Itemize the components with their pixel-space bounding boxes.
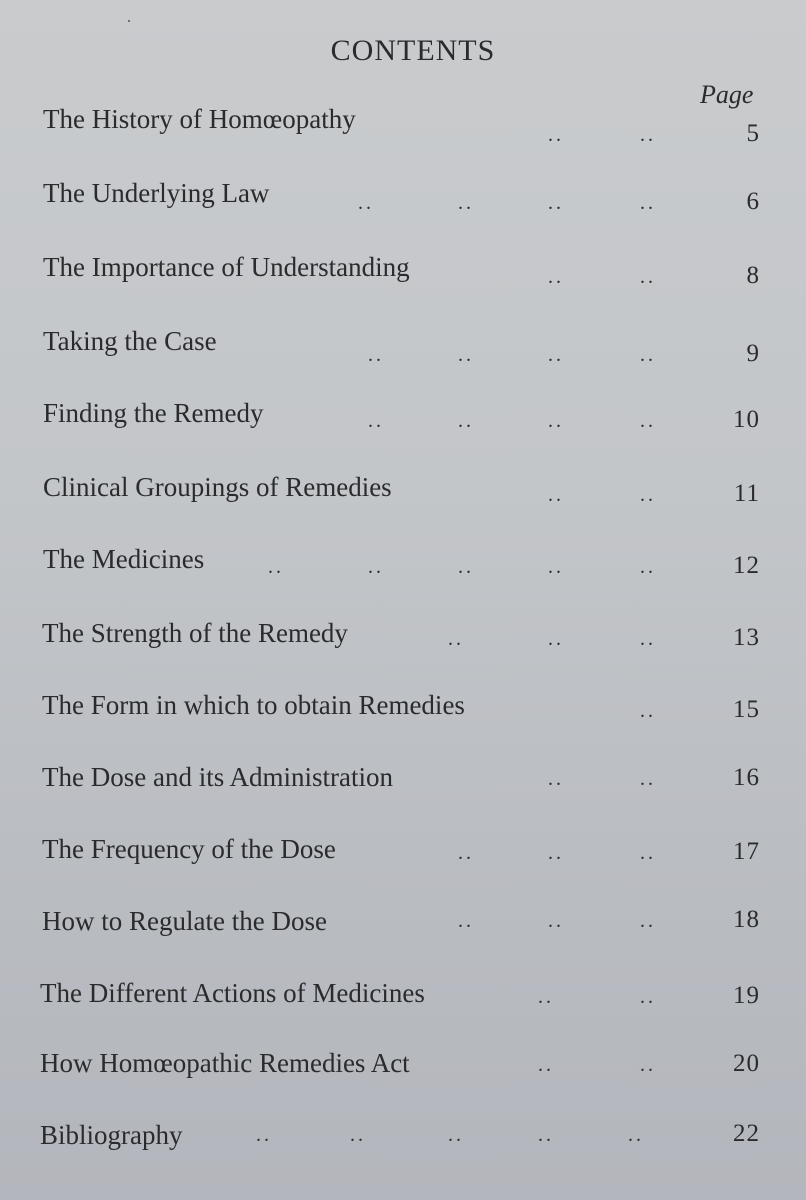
toc-entry-title: The Frequency of the Dose [42, 834, 336, 864]
toc-entry-title: How to Regulate the Dose [42, 906, 327, 936]
toc-entry-title: The History of Homœopathy [43, 104, 356, 134]
toc-entry[interactable] [0, 326, 806, 366]
toc-entry-page-number: 12 [733, 552, 760, 579]
toc-entry-page-number: 22 [733, 1120, 760, 1147]
toc-entry[interactable] [0, 834, 806, 874]
toc-entry[interactable] [0, 472, 806, 512]
leader-dots: .. [538, 1054, 554, 1076]
toc-entry-page-number: 9 [746, 340, 760, 367]
toc-entry[interactable] [0, 1120, 806, 1160]
toc-entry-page-number: 15 [733, 696, 760, 723]
leader-dots: .. [458, 910, 474, 932]
leader-dots: .. [640, 628, 656, 650]
toc-entry[interactable] [0, 252, 806, 292]
leader-dots: .. [640, 556, 656, 578]
leader-dots: .. [640, 768, 656, 790]
leader-dots: .. [458, 842, 474, 864]
toc-entry[interactable] [0, 690, 806, 730]
leader-dots: .. [548, 410, 564, 432]
toc-entry[interactable] [0, 906, 806, 946]
leader-dots: .. [358, 192, 374, 214]
leader-dots: .. [548, 266, 564, 288]
leader-dots: .. [640, 192, 656, 214]
page-title: CONTENTS [330, 34, 496, 67]
leader-dots: .. [548, 842, 564, 864]
leader-dots: .. [458, 556, 474, 578]
toc-entry-title: Bibliography [40, 1120, 183, 1150]
leader-dots: .. [548, 910, 564, 932]
toc-entry-title: The Strength of the Remedy [42, 618, 348, 648]
leader-dots: .. [368, 344, 384, 366]
leader-dots: .. [538, 1124, 554, 1146]
toc-entry[interactable] [0, 762, 806, 802]
toc-entry[interactable] [0, 178, 806, 218]
leader-dots: .. [640, 266, 656, 288]
leader-dots: .. [350, 1124, 366, 1146]
toc-entry-page-number: 13 [733, 624, 760, 651]
toc-entry[interactable] [0, 544, 806, 584]
leader-dots: .. [548, 556, 564, 578]
leader-dots: .. [640, 700, 656, 722]
leader-dots: .. [640, 1054, 656, 1076]
paper-speck [128, 20, 130, 22]
toc-entry-title: The Different Actions of Medicines [40, 978, 425, 1008]
leader-dots: .. [458, 344, 474, 366]
leader-dots: .. [640, 484, 656, 506]
toc-entry-title: Taking the Case [43, 326, 217, 356]
leader-dots: .. [548, 484, 564, 506]
toc-entry[interactable] [0, 104, 806, 147]
leader-dots: .. [538, 986, 554, 1008]
toc-entry-title: Clinical Groupings of Remedies [43, 472, 392, 502]
toc-entry-title: How Homœopathic Remedies Act [40, 1048, 410, 1078]
leader-dots: .. [548, 628, 564, 650]
leader-dots: .. [256, 1124, 272, 1146]
toc-entry[interactable] [0, 978, 806, 1018]
leader-dots: .. [640, 986, 656, 1008]
leader-dots: .. [640, 842, 656, 864]
toc-entry-page-number: 20 [733, 1050, 760, 1077]
page-column-label: Page [700, 80, 754, 109]
leader-dots: .. [368, 410, 384, 432]
toc-entry-title: The Form in which to obtain Remedies [42, 690, 465, 720]
leader-dots: .. [458, 192, 474, 214]
toc-entry-title: The Importance of Understanding [43, 252, 410, 282]
toc-entry-title: The Medicines [43, 544, 205, 574]
leader-dots: .. [640, 910, 656, 932]
leader-dots: .. [548, 344, 564, 366]
leader-dots: .. [640, 410, 656, 432]
toc-entry-title: Finding the Remedy [43, 398, 264, 428]
toc-entry-page-number: 10 [733, 406, 760, 433]
leader-dots: .. [548, 768, 564, 790]
toc-entry[interactable] [0, 398, 806, 438]
toc-entry[interactable] [0, 618, 806, 658]
toc-entry-page-number: 6 [746, 188, 760, 215]
toc-entry-page-number: 8 [746, 262, 760, 289]
toc-entry-page-number: 19 [733, 982, 760, 1009]
toc-entry-title: The Dose and its Administration [42, 762, 393, 792]
leader-dots: .. [640, 344, 656, 366]
toc-entry-title: The Underlying Law [43, 178, 270, 208]
leader-dots: .. [448, 628, 464, 650]
leader-dots: .. [448, 1124, 464, 1146]
toc-entry-page-number: 17 [733, 838, 760, 865]
toc-entry[interactable] [0, 1048, 806, 1088]
leader-dots: .. [458, 410, 474, 432]
leader-dots: .. [640, 124, 656, 146]
leader-dots: .. [268, 556, 284, 578]
leader-dots: .. [368, 556, 384, 578]
leader-dots: .. [548, 192, 564, 214]
leader-dots: .. [548, 124, 564, 146]
toc-entry-page-number: 18 [733, 906, 760, 933]
leader-dots: .. [628, 1124, 644, 1146]
toc-entry-page-number: 11 [733, 480, 760, 507]
toc-entry-page-number: 16 [733, 764, 760, 791]
toc-entry-page-number: 5 [746, 120, 760, 147]
